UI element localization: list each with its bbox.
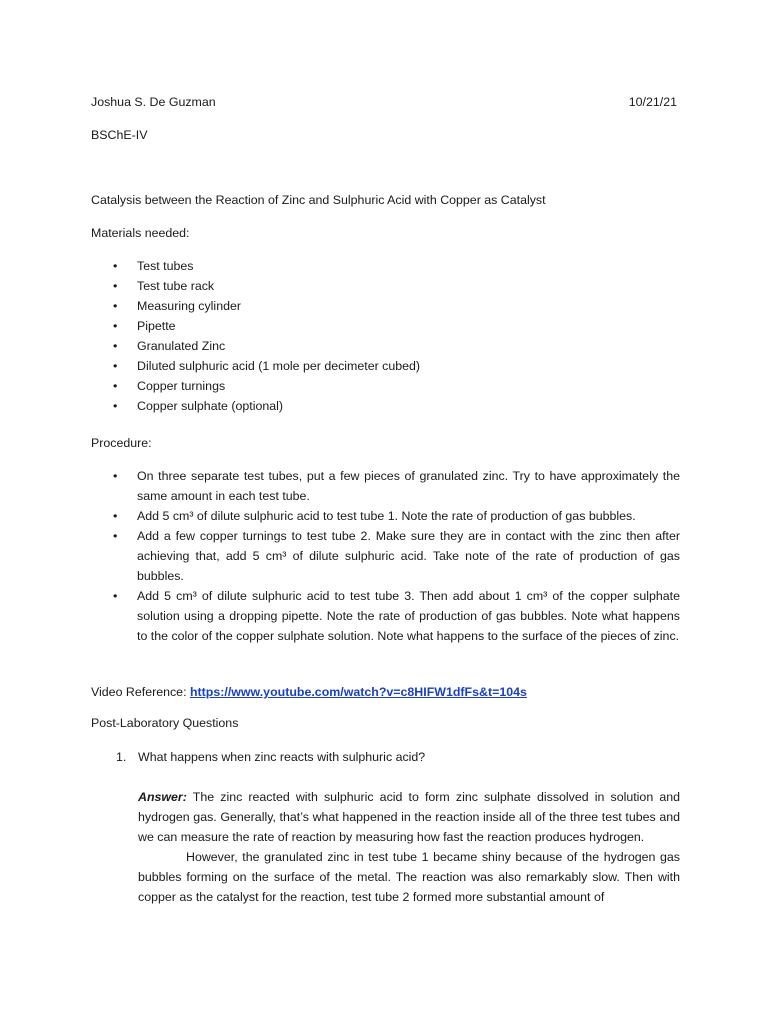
procedure-heading: Procedure: bbox=[91, 436, 152, 450]
answer-paragraph-1 bbox=[138, 787, 680, 847]
answer-paragraph-2: However, the granulated zinc in test tube 1 became shiny because of the hydrogen gas bubbles forming on the surface of the metal. The reaction was also remarkably slow. Then with copper as the catalyst for the reaction, test tube 2 formed more substantial amount of bbox=[138, 850, 680, 904]
list-item: • Pipette bbox=[91, 316, 680, 336]
answer-label: Answer: bbox=[138, 790, 187, 804]
answer-block bbox=[138, 787, 680, 907]
materials-list bbox=[91, 256, 680, 416]
list-item: • Add 5 cm³ of dilute sulphuric acid to test tube 1. Note the rate of production of gas bubbles. bbox=[91, 506, 680, 526]
question-text: What happens when zinc reacts with sulphuric acid? bbox=[138, 750, 426, 764]
list-item: • Test tube rack bbox=[91, 276, 680, 296]
list-item: • Test tubes bbox=[91, 256, 680, 276]
procedure-list bbox=[91, 466, 680, 646]
answer-text: The zinc reacted with sulphuric acid to form zinc sulphate dissolved in solution and hydrogen gas. Generally, that’s what happened in the reaction inside all of the three test tubes and we can measure the rate of reaction by measuring how fast the reaction produces hydrogen. bbox=[138, 790, 680, 844]
video-reference-link[interactable]: https://www.youtube.com/watch?v=c8HIFW1dfFs&t=104s bbox=[189, 685, 527, 699]
list-item: • Copper sulphate (optional) bbox=[91, 396, 680, 416]
author-name: Joshua S. De Guzman bbox=[91, 95, 216, 109]
materials-heading: Materials needed: bbox=[91, 226, 190, 240]
question-number: 1. bbox=[116, 750, 127, 764]
list-item: • Diluted sulphuric acid (1 mole per decimeter cubed) bbox=[91, 356, 680, 376]
list-item: • Add 5 cm³ of dilute sulphuric acid to test tube 3. Then add about 1 cm³ of the copper sulphate solution using a dropping pipette. Note the rate of production of gas bubbles. Note what happens to the color of the copper sulphate solution. Note what happens to the surface of the pieces of zinc. bbox=[91, 586, 680, 646]
list-item: • Granulated Zinc bbox=[91, 336, 680, 356]
list-item: • Measuring cylinder bbox=[91, 296, 680, 316]
post-lab-heading: Post-Laboratory Questions bbox=[91, 716, 239, 730]
course: BSChE-IV bbox=[91, 128, 148, 142]
list-item: • On three separate test tubes, put a few pieces of granulated zinc. Try to have approximately the same amount in each test tube. bbox=[91, 466, 680, 506]
video-reference-label: Video Reference: bbox=[91, 685, 187, 699]
video-reference bbox=[91, 682, 677, 702]
list-item: • Add a few copper turnings to test tube 2. Make sure they are in contact with the zinc then after achieving that, add 5 cm³ of dilute sulphuric acid. Take note of the rate of production of gas bubbles. bbox=[91, 526, 680, 586]
list-item: • Copper turnings bbox=[91, 376, 680, 396]
header-line bbox=[91, 92, 677, 112]
document-title: Catalysis between the Reaction of Zinc and Sulphuric Acid with Copper as Catalyst bbox=[91, 193, 546, 207]
date: 10/21/21 bbox=[628, 95, 677, 109]
